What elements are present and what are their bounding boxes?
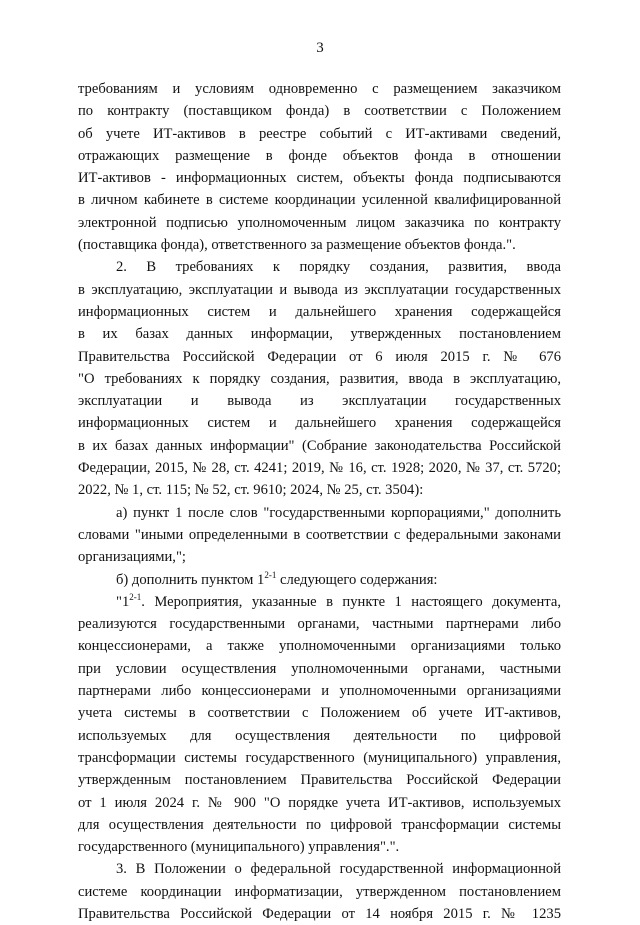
text-line: Правительства Российской Федерации от 6 июля 2015 г. № 676 (78, 348, 561, 365)
text-line: трансформации системы государственного (муниципального) управления, (78, 749, 561, 766)
text-line: концессионерами, а также уполномоченными организациями только (78, 638, 561, 655)
superscript: 2-1 (264, 569, 277, 580)
text-line: по контракту (поставщиком фонда) в соответствии с Положением (78, 103, 561, 120)
text-line: в личном кабинете в системе координации усиленной квалифицированной (78, 192, 561, 209)
text-line: об учете ИТ-активов в реестре событий с ИТ-активами сведений, (78, 125, 561, 142)
text-line: партнерами либо концессионерами и уполномоченными организациями (78, 683, 561, 700)
text-line: отражающих размещение в фонде объектов фонда в отношении (78, 147, 561, 164)
text-line: в их базах данных информации, утвержденных постановлением (78, 326, 561, 343)
text-line: электронной подписью уполномоченным лицом заказчика по контракту (78, 214, 561, 231)
text-line: информационных систем и дальнейшего хранения содержащейся (78, 415, 561, 432)
text-line: эксплуатации и вывода из эксплуатации государственных (78, 393, 561, 410)
text-line: "О требованиях к порядку создания, развития, ввода в эксплуатацию, (78, 370, 561, 387)
text-line: реализуются государственными органами, частными партнерами либо (78, 616, 561, 633)
text-line: 2. В требованиях к порядку создания, развития, ввода (116, 259, 561, 276)
text-line-part: "1 (116, 593, 130, 610)
text-line: словами "иными определенными в соответствии с федеральными законами (78, 526, 561, 543)
text-line: утвержденным постановлением Правительства Российской Федерации (78, 772, 561, 789)
text-line: в эксплуатацию, эксплуатации и вывода из эксплуатации государственных (78, 281, 561, 298)
page-number: 3 (316, 40, 324, 56)
text-line: при условии осуществления уполномоченными органами, частными (78, 660, 561, 677)
text-line: Правительства Российской Федерации от 14 ноября 2015 г. № 1235 (78, 905, 561, 922)
text-line-part: б) дополнить пунктом 1 (116, 571, 265, 588)
superscript: 2-1 (129, 591, 142, 602)
text-line: в их базах данных информации" (Собрание законодательства Российской (78, 437, 561, 454)
document-body (78, 78, 561, 925)
text-line: используемых для осуществления деятельности по цифровой (78, 727, 561, 744)
text-line: для осуществления деятельности по цифровой трансформации системы (78, 816, 561, 833)
text-line: 3. В Положении о федеральной государственной информационной (116, 861, 561, 878)
text-line-part: . Мероприятия, указанные в пункте 1 настоящего документа, (141, 593, 561, 610)
text-line: информационных систем и дальнейшего хранения содержащейся (78, 303, 561, 320)
text-line: 2022, № 1, ст. 115; № 52, ст. 9610; 2024, № 25, ст. 3504): (78, 482, 424, 499)
text-line (78, 569, 561, 591)
text-line: организациями,"; (78, 549, 186, 566)
text-line (78, 591, 561, 613)
text-line: Федерации, 2015, № 28, ст. 4241; 2019, № 16, ст. 1928; 2020, № 37, ст. 5720; (78, 460, 561, 477)
text-line: системе координации информатизации, утвержденном постановлением (78, 883, 561, 900)
text-line: ИТ-активов - информационных систем, объекты фонда подписываются (78, 170, 561, 187)
text-line: а) пункт 1 после слов "государственными корпорациями," дополнить (116, 504, 561, 521)
text-line: требованиям и условиям одновременно с размещением заказчиком (78, 81, 561, 97)
text-line: учета системы в соответствии с Положением об учете ИТ-активов, (78, 705, 561, 722)
text-line-part: следующего содержания: (276, 571, 438, 588)
text-line: государственного (муниципального) управления".". (78, 839, 400, 856)
text-line: (поставщика фонда), ответственного за размещение объектов фонда.". (78, 237, 516, 254)
text-line: от 1 июля 2024 г. № 900 "О порядке учета ИТ-активов, используемых (78, 794, 561, 811)
